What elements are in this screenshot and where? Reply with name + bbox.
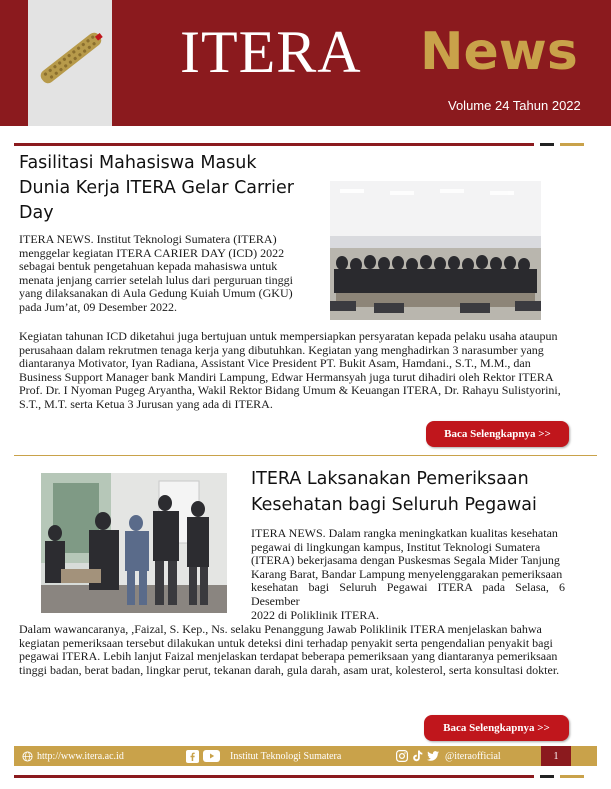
footer-stripe-gold — [560, 775, 584, 778]
article1-read-more-button[interactable]: Baca Selengkapnya >> — [426, 421, 569, 447]
article1-intro-line: ITERA NEWS. Institut Teknologi Sumatera (ITERA) — [19, 232, 277, 246]
article1-body-line: diantaranya Motivator, Iyan Radiana, Assistant Vice President PT. Bukit Asam, Hamdani., S.T., M.M., dan — [19, 356, 531, 371]
article1-intro-line: yang dilaksanakan di Aula Gedung Kuiah Umum (GKU) — [19, 286, 293, 301]
article1-body — [19, 330, 594, 412]
article1-body-line: Prof. Dr. I Nyoman Pugeg Aryantha, Wakil Rektor Bidang Umum & Keuangan ITERA, Dr. Rahayu Sulistyorini, — [19, 383, 561, 398]
article1-photo-career-day — [330, 181, 541, 320]
masthead-banner — [0, 0, 611, 126]
header-stripe-gold — [560, 143, 584, 146]
twitter-icon — [427, 751, 439, 761]
article2-body-line: Dalam wawancaranya, ,Faizal, S. Kep., Ns. selaku Penanggung Jawab Poliklinik ITERA menjelaskan bahwa — [19, 622, 542, 636]
article1-title-line3: Day — [19, 203, 54, 223]
article1-intro-line: sebagai bentuk pengetahuan kepada mahasiswa untuk — [19, 259, 278, 274]
instagram-icon — [396, 750, 408, 762]
article2-intro — [251, 527, 565, 622]
volume-label: Volume 24 Tahun 2022 — [448, 98, 581, 113]
footer-stripe-maroon — [14, 775, 534, 778]
article1-title-line2: Dunia Kerja ITERA Gelar Carrier — [19, 178, 294, 198]
article1-title-line1: Fasilitasi Mahasiswa Masuk — [19, 153, 257, 173]
footer-stripe-dark — [540, 775, 554, 778]
article2-body — [19, 623, 593, 677]
article2-body-line: kegiatan pemeriksaan tersebut dilakukan untuk deteksi dini terhadap penyakit serta pengendalian penyakit bagi — [19, 635, 553, 650]
page-number: 1 — [541, 746, 571, 766]
article2-intro-line: (ITERA) bekerjasama dengan Puskesmas Segala Mider Tanjung — [251, 553, 560, 568]
footer-social[interactable] — [396, 746, 501, 766]
article2-body-line: tinggi badan, berat badan, lingkar perut, tekanan darah, gula darah, asam urat, kolesterol, serta konsultasi dokter. — [19, 662, 560, 677]
footer-website[interactable] — [22, 746, 124, 766]
article2-intro-line: Karang Barat, Bandar Lampung menyelenggarakan pemeriksaan — [251, 566, 563, 581]
footer-institution[interactable] — [186, 746, 341, 766]
facebook-icon — [186, 750, 199, 763]
footer-website-text: http://www.itera.ac.id — [37, 750, 124, 762]
article2-body-line: pegawai ITERA. Lebih lanjut Faizal menjelaskan terdapat beberapa pemeriksaan yang diantaranya pemeriksaan — [19, 649, 558, 664]
article-divider — [14, 455, 597, 456]
footer-social-handle: @iteraofficial — [445, 750, 501, 762]
globe-icon — [22, 751, 33, 762]
article1-body-line: Business Support Manager bank Mandiri Lampung, Edwar Hermansyah juga turut dihadiri oleh Rektor ITERA — [19, 369, 554, 384]
article1-title — [19, 151, 319, 226]
article1-body-line: S.T., M.T. serta Ketua 3 Jurusan yang ada di ITERA. — [19, 396, 273, 411]
article2-intro-line: 2022 di Poliklinik ITERA. — [251, 607, 380, 622]
article1-body-line: Kegiatan tahunan ICD diketahui juga bertujuan untuk mempersiapkan persyaratan kepada pelaku usaha ataupun — [19, 329, 558, 343]
tiktok-icon — [412, 750, 423, 762]
article1-intro-line: menata jenjang carrier setelah lulus dari perguruan tinggi — [19, 272, 294, 287]
article2-intro-line: kesehatan bagi Seluruh Pegawai ITERA pada Selasa, 6 Desember — [251, 580, 565, 608]
article2-read-more-button[interactable]: Baca Selengkapnya >> — [424, 715, 569, 741]
youtube-icon — [203, 750, 220, 762]
article1-intro-line: menggelar kegiatan ITERA CARIER DAY (ICD) 2022 — [19, 245, 285, 260]
footer-institution-text: Institut Teknologi Sumatera — [230, 750, 342, 762]
article2-title-line2: Kesehatan bagi Seluruh Pegawai — [251, 495, 537, 515]
article2-photo-health-check — [41, 473, 227, 613]
itera-logo-panel — [28, 0, 112, 126]
footer-bar — [14, 746, 597, 766]
header-stripe-dark — [540, 143, 554, 146]
article1-body-line: perusahaan dalam rekrutmen tenaga kerja yang dibutuhkan. Kegiatan yang menghadirkan 3 narasumber yang — [19, 342, 544, 357]
article1-intro — [19, 233, 323, 315]
header-stripe-maroon — [14, 143, 534, 146]
article2-title-line1: ITERA Laksanakan Pemeriksaan — [251, 469, 529, 489]
article2-intro-line: pegawai di lingkungan kampus, Institut Teknologi Sumatera — [251, 539, 541, 554]
article2-intro-line: ITERA NEWS. Dalam rangka meningkatkan kualitas kesehatan — [251, 526, 558, 540]
article2-title — [251, 466, 591, 518]
itera-logo-icon — [28, 0, 112, 126]
masthead-news-word: News — [420, 22, 578, 82]
masthead-itera-word: ITERA — [180, 19, 362, 85]
article1-intro-line: pada Jum’at, 09 Desember 2022. — [19, 299, 177, 314]
